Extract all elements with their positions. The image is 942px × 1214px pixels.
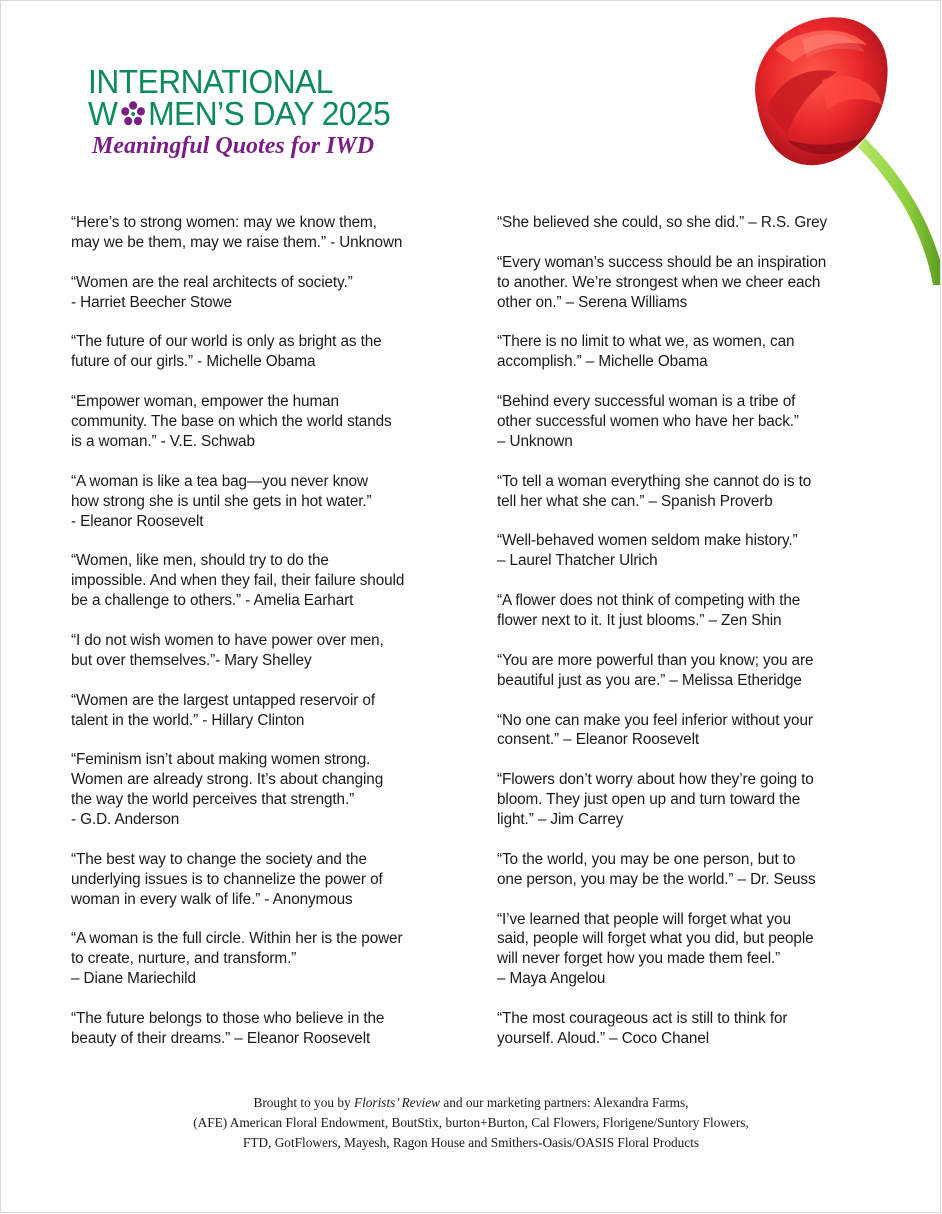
quote: “You are more powerful than you know; you are beautiful just as you are.” – Melissa Etheridge	[497, 651, 814, 689]
credits-line-1	[0, 1093, 942, 1113]
quote: “A woman is like a tea bag—you never know how strong she is until she gets in hot water.” - Eleanor Roosevelt	[71, 472, 372, 530]
quote: “Women, like men, should try to do the impossible. And when they fail, their failure should be a challenge to others.” - Amelia Earhart	[71, 552, 405, 610]
flower-o-icon	[118, 99, 147, 129]
quote: “Here’s to strong women: may we know them, may we be them, may we raise them.” - Unknown	[71, 214, 403, 251]
quote: “Flowers don’t worry about how they’re going to bloom. They just open up and turn toward the light.” – Jim Carrey	[497, 771, 814, 829]
title-prefix: W	[88, 95, 118, 132]
quote: “Well-behaved women seldom make history.” – Laurel Thatcher Ulrich	[497, 532, 798, 570]
subtitle: Meaningful Quotes for IWD	[92, 133, 375, 159]
quote: “The future of our world is only as bright as the future of our girls.” - Michelle Obama	[71, 333, 382, 371]
quote: “A woman is the full circle. Within her is the power to create, nurture, and transform.” – Diane Mariechild	[71, 930, 403, 988]
credits-line-3: FTD, GotFlowers, Mayesh, Ragon House and Smithers-Oasis/OASIS Floral Products	[242, 1135, 700, 1150]
quote: “Behind every successful woman is a tribe of other successful women who have her back.” – Unknown	[497, 393, 799, 450]
quote: “Women are the largest untapped reservoir of talent in the world.” - Hillary Clinton	[71, 691, 375, 729]
quote: “The most courageous act is still to think for yourself. Aloud.” – Coco Chanel	[497, 1010, 788, 1047]
quote: “The best way to change the society and the underlying issues is to channelize the power of woman in every walk of life.” - Anonymous	[71, 850, 383, 908]
title-line-2	[88, 95, 414, 132]
sponsor-credits	[0, 1093, 942, 1153]
masthead	[88, 63, 428, 160]
quote: “There is no limit to what we, as women, can accomplish.” – Michelle Obama	[497, 333, 795, 371]
quote: “Women are the real architects of society.” - Harriet Beecher Stowe	[71, 273, 353, 311]
credits-line-2: (AFE) American Floral Endowment, BoutStix, burton+Burton, Cal Flowers, Florigene/Suntory Flowers,	[193, 1115, 749, 1130]
quotes-left-column	[71, 213, 451, 1069]
quote: “Empower woman, empower the human community. The base on which the world stands is a woman.” - V.E. Schwab	[71, 393, 392, 450]
title-line-1: INTERNATIONAL	[88, 63, 333, 100]
quotes-right-column	[497, 213, 877, 1069]
credits-line-1-rest: and our marketing partners: Alexandra Farms,	[440, 1095, 689, 1110]
quote: “No one can make you feel inferior without your consent.” – Eleanor Roosevelt	[497, 711, 813, 749]
quote: “Feminism isn’t about making women strong. Women are already strong. It’s about changing the way the world perceives that strength.” - G.D. Anderson	[71, 751, 384, 829]
quote: “I do not wish women to have power over men, but over themselves.”- Mary Shelley	[71, 631, 384, 669]
credits-prefix: Brought to you by	[253, 1095, 354, 1110]
title-suffix: MEN’S DAY 2025	[148, 95, 391, 132]
quote: “Every woman’s success should be an inspiration to another. We’re strongest when we cheer each other on.” – Serena Williams	[497, 253, 827, 311]
quote: “A flower does not think of competing with the flower next to it. It just blooms.” – Zen Shin	[497, 592, 801, 630]
quote: “I’ve learned that people will forget what you said, people will forget what you did, but people will never forget how you made them feel.” – Maya Angelou	[497, 910, 814, 988]
quote: “The future belongs to those who believe in the beauty of their dreams.” – Eleanor Roosevelt	[71, 1010, 385, 1047]
quote: “To the world, you may be one person, but to one person, you may be the world.” – Dr. Seuss	[497, 850, 816, 888]
quote: “To tell a woman everything she cannot do is to tell her what she can.” – Spanish Proverb	[497, 472, 812, 510]
quote: “She believed she could, so she did.” – R.S. Grey	[497, 214, 828, 231]
publication-name: Florists’ Review	[353, 1095, 440, 1110]
